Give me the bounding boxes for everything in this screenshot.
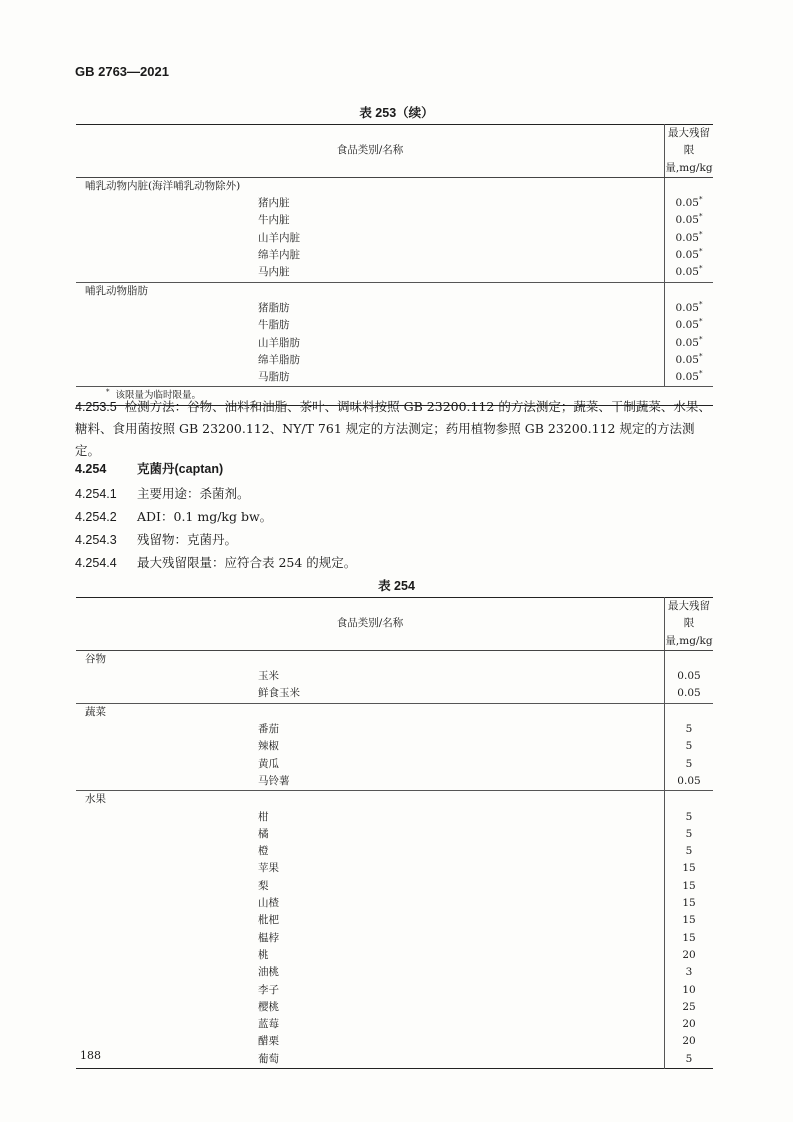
mrl-number: 5: [685, 810, 693, 823]
food-name: 醋栗: [76, 1033, 665, 1050]
table-254-caption: 表 254: [378, 579, 415, 593]
category-value: [665, 282, 714, 300]
food-name: 山羊内脏: [76, 230, 665, 247]
mrl-value: [665, 300, 714, 317]
mrl-number: 3: [685, 966, 693, 979]
temporary-limit-mark: *: [698, 335, 703, 344]
food-name: 马脂肪: [76, 369, 665, 387]
table-row: [76, 369, 713, 387]
temporary-limit-mark: *: [698, 247, 703, 256]
table-254: [76, 597, 713, 1069]
mrl-number: 15: [682, 879, 696, 892]
pesticide-name-en: (captan): [174, 462, 224, 476]
item-number: 4.254.3: [75, 533, 117, 547]
mrl-value: [665, 317, 714, 334]
food-name: 山楂: [76, 895, 665, 912]
mrl-value: [665, 738, 714, 755]
food-name: 绵羊内脏: [76, 247, 665, 264]
food-name: 猪内脏: [76, 195, 665, 212]
column-header-mrl: 最大残留限量,mg/kg: [665, 598, 714, 651]
table-row: [76, 895, 713, 912]
table-row: [76, 964, 713, 981]
mrl-value: [665, 247, 714, 264]
item-text: 主要用途：杀菌剂。: [137, 486, 250, 501]
mrl-value: [665, 912, 714, 929]
mrl-number: 5: [685, 757, 693, 770]
mrl-number: 0.05: [677, 670, 701, 683]
mrl-value: [665, 930, 714, 947]
table-253: [76, 124, 713, 406]
mrl-number: 5: [685, 827, 693, 840]
category-value: [665, 177, 714, 195]
category-value: [665, 791, 714, 809]
footnote-mark: *: [106, 388, 110, 397]
mrl-number: 5: [685, 845, 693, 858]
table-row: [76, 860, 713, 877]
table-row: [76, 264, 713, 282]
item-number: 4.254.4: [75, 556, 117, 570]
mrl-value: [665, 230, 714, 247]
mrl-number: 5: [685, 723, 693, 736]
mrl-value: [665, 982, 714, 999]
category-row: [76, 703, 713, 721]
food-name: 马内脏: [76, 264, 665, 282]
table-row: [76, 212, 713, 229]
table-row: [76, 826, 713, 843]
mrl-number: 15: [682, 862, 696, 875]
table-row: [76, 999, 713, 1016]
food-name: 牛脂肪: [76, 317, 665, 334]
temporary-limit-mark: *: [698, 300, 703, 309]
mrl-number: 10: [682, 983, 696, 996]
page-number: 188: [80, 1049, 101, 1062]
mrl-number: 0.05: [675, 214, 699, 227]
food-name: 鲜食玉米: [76, 685, 665, 703]
category-row: [76, 650, 713, 668]
table-row: [76, 878, 713, 895]
mrl-value: [665, 878, 714, 895]
mrl-number: 0.05: [675, 336, 699, 349]
food-name: 番茄: [76, 721, 665, 738]
mrl-number: 20: [682, 1035, 696, 1048]
food-name: 马铃薯: [76, 773, 665, 791]
mrl-value: [665, 352, 714, 369]
mrl-value: [665, 773, 714, 791]
food-name: 油桃: [76, 964, 665, 981]
item-text: ADI：0.1 mg/kg bw。: [137, 509, 273, 524]
footnote-text: 该限量为临时限量。: [115, 390, 202, 402]
table-row: [76, 352, 713, 369]
mrl-value: [665, 369, 714, 387]
food-name: 枇杷: [76, 912, 665, 929]
mrl-value: [665, 264, 714, 282]
mrl-number: 15: [682, 914, 696, 927]
column-header-food: 食品类别/名称: [76, 125, 665, 178]
food-name: 苹果: [76, 860, 665, 877]
category-row: [76, 177, 713, 195]
section-4-254-3: [75, 530, 237, 548]
food-name: 樱桃: [76, 999, 665, 1016]
food-name: 牛内脏: [76, 212, 665, 229]
category-name: 蔬菜: [76, 703, 665, 721]
food-name: 蓝莓: [76, 1016, 665, 1033]
mrl-value: [665, 721, 714, 738]
food-name: 辣椒: [76, 738, 665, 755]
paragraph-4-253-5: [75, 396, 715, 462]
category-value: [665, 703, 714, 721]
food-name: 绵羊脂肪: [76, 352, 665, 369]
category-name: 水果: [76, 791, 665, 809]
table-row: [76, 247, 713, 264]
column-header-mrl: 最大残留限量,mg/kg: [665, 125, 714, 178]
table-row: [76, 738, 713, 755]
standard-code: GB 2763—2021: [75, 64, 169, 79]
mrl-number: 0.05: [675, 353, 699, 366]
temporary-limit-mark: *: [698, 212, 703, 221]
category-name: 哺乳动物内脏(海洋哺乳动物除外): [76, 177, 665, 195]
food-name: 橙: [76, 843, 665, 860]
table-row: [76, 685, 713, 703]
mrl-number: 5: [685, 740, 693, 753]
column-header-food: 食品类别/名称: [76, 598, 665, 651]
food-name: 橘: [76, 826, 665, 843]
table-row: [76, 1051, 713, 1069]
mrl-value: [665, 1051, 714, 1069]
table-row: [76, 335, 713, 352]
table-row: [76, 756, 713, 773]
mrl-number: 15: [682, 931, 696, 944]
mrl-number: 0.05: [675, 231, 699, 244]
table-row: [76, 195, 713, 212]
food-name: 梨: [76, 878, 665, 895]
mrl-value: [665, 964, 714, 981]
mrl-value: [665, 826, 714, 843]
table-row: [76, 1033, 713, 1050]
mrl-value: [665, 195, 714, 212]
mrl-number: 0.05: [675, 319, 699, 332]
mrl-value: [665, 212, 714, 229]
mrl-number: 0.05: [677, 774, 701, 787]
section-4-254-4: [75, 553, 356, 571]
mrl-number: 0.05: [675, 249, 699, 262]
temporary-limit-mark: *: [698, 230, 703, 239]
category-value: [665, 650, 714, 668]
item-text: 残留物：克菌丹。: [137, 532, 238, 547]
food-name: 桃: [76, 947, 665, 964]
table-row: [76, 773, 713, 791]
category-name: 哺乳动物脂肪: [76, 282, 665, 300]
food-name: 葡萄: [76, 1051, 665, 1069]
food-name: 李子: [76, 982, 665, 999]
mrl-number: 0.05: [675, 197, 699, 210]
mrl-number: 15: [682, 897, 696, 910]
mrl-value: [665, 860, 714, 877]
temporary-limit-mark: *: [698, 369, 703, 378]
mrl-number: 0.05: [675, 301, 699, 314]
mrl-number: 25: [682, 1000, 696, 1013]
temporary-limit-mark: *: [698, 264, 703, 273]
mrl-value: [665, 756, 714, 773]
table-row: [76, 809, 713, 826]
food-name: 黄瓜: [76, 756, 665, 773]
mrl-number: 20: [682, 948, 696, 961]
table-row: [76, 912, 713, 929]
table-row: [76, 843, 713, 860]
mrl-value: [665, 999, 714, 1016]
category-row: [76, 791, 713, 809]
food-name: 猪脂肪: [76, 300, 665, 317]
mrl-value: [665, 843, 714, 860]
table-row: [76, 668, 713, 685]
mrl-value: [665, 1016, 714, 1033]
mrl-value: [665, 809, 714, 826]
section-4-254-2: [75, 507, 272, 525]
detection-method-text: 检测方法：谷物、油料和油脂、茶叶、调味料按照 GB 23200.112 的方法测定；蔬菜、干制蔬菜、水果、糖料、食用菌按照 GB 23200.112、NY/T 761 规定的方法测定；药用植物参照 GB 23200.112 规定的方法测定。: [75, 399, 711, 458]
section-number: 4.253.5: [75, 400, 117, 414]
table-253-caption: 表 253（续）: [359, 106, 434, 120]
item-number: 4.254.2: [75, 510, 117, 524]
food-name: 玉米: [76, 668, 665, 685]
section-number: 4.254: [75, 462, 107, 476]
mrl-value: [665, 668, 714, 685]
mrl-value: [665, 947, 714, 964]
table-row: [76, 230, 713, 247]
table-row: [76, 982, 713, 999]
table-row: [76, 1016, 713, 1033]
temporary-limit-mark: *: [698, 195, 703, 204]
item-text: 最大残留限量：应符合表 254 的规定。: [137, 555, 357, 570]
food-name: 柑: [76, 809, 665, 826]
table-row: [76, 300, 713, 317]
mrl-value: [665, 1033, 714, 1050]
table-row: [76, 317, 713, 334]
item-number: 4.254.1: [75, 487, 117, 501]
section-4-254-1: [75, 484, 250, 502]
table-row: [76, 721, 713, 738]
mrl-number: 20: [682, 1018, 696, 1031]
food-name: 榅桲: [76, 930, 665, 947]
category-name: 谷物: [76, 650, 665, 668]
temporary-limit-mark: *: [698, 317, 703, 326]
pesticide-name: 克菌丹: [137, 461, 175, 476]
mrl-number: 5: [685, 1052, 693, 1065]
section-4-254-heading: [75, 459, 223, 477]
mrl-value: [665, 685, 714, 703]
table-row: [76, 930, 713, 947]
mrl-number: 0.05: [677, 687, 701, 700]
mrl-number: 0.05: [675, 266, 699, 279]
mrl-value: [665, 335, 714, 352]
temporary-limit-mark: *: [698, 352, 703, 361]
category-row: [76, 282, 713, 300]
mrl-value: [665, 895, 714, 912]
mrl-number: 0.05: [675, 371, 699, 384]
food-name: 山羊脂肪: [76, 335, 665, 352]
table-row: [76, 947, 713, 964]
